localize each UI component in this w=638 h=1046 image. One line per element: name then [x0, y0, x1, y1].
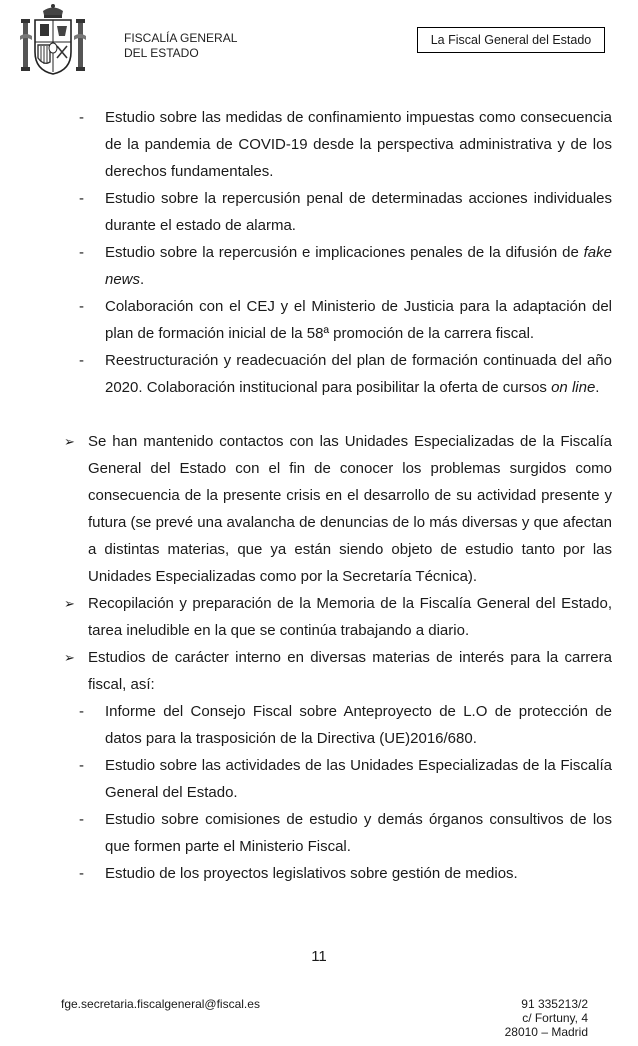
page-number: 11	[311, 948, 327, 965]
list-item: - Estudio sobre la repercusión e implicaciones penales de la difusión de fake news.	[105, 239, 612, 293]
list-item: - Colaboración con el CEJ y el Ministerio de Justicia para la adaptación del plan de formación inicial de la 58ª promoción de la carrera fiscal.	[105, 293, 612, 347]
dash-marker: -	[79, 190, 84, 207]
footer-street: c/ Fortuny, 4	[522, 1011, 588, 1025]
dash-marker: -	[79, 298, 84, 315]
organization-name	[124, 31, 237, 61]
arrow-bullet-icon: ➢	[64, 650, 75, 665]
dash-marker: -	[79, 109, 84, 126]
dash-marker: -	[79, 244, 84, 261]
document-title: La Fiscal General del Estado	[430, 33, 592, 47]
list-item: ➢ Estudios de carácter interno en diversas materias de interés para la carrera fiscal, así:	[88, 644, 612, 698]
document-title-box	[417, 27, 605, 53]
org-line-1: FISCALÍA GENERAL	[124, 31, 238, 45]
arrow-bullet-icon: ➢	[64, 596, 75, 611]
list-item: - Estudio sobre las actividades de las Unidades Especializadas de la Fiscalía General del Estado.	[105, 752, 612, 806]
org-line-2: DEL ESTADO	[124, 46, 199, 60]
footer-city: 28010 – Madrid	[504, 1025, 588, 1039]
dash-marker: -	[79, 703, 84, 720]
dash-marker: -	[79, 757, 84, 774]
list-item: - Reestructuración y readecuación del plan de formación continuada del año 2020. Colaboración institucional para posibilitar la oferta de cursos on line.	[105, 347, 612, 401]
footer-address	[505, 997, 588, 1039]
list-item: ➢ Recopilación y preparación de la Memoria de la Fiscalía General del Estado, tarea ineludible en la que se continúa trabajando a diario.	[88, 590, 612, 644]
list-item: - Informe del Consejo Fiscal sobre Anteproyecto de L.O de protección de datos para la trasposición de la Directiva (UE)2016/680.	[105, 698, 612, 752]
dash-marker: -	[79, 811, 84, 828]
coat-of-arms-icon	[18, 2, 88, 78]
list-item: ➢ Se han mantenido contactos con las Unidades Especializadas de la Fiscalía General del Estado con el fin de conocer los problemas surgidos como consecuencia de la presente crisis en el desarrollo de su actividad presente y futura (se prevé una avalancha de denuncias de lo más diversas y que afectan a distintas materias, que ya están siendo objeto de estudio tanto por las Unidades Especializadas como por la Secretaría Técnica).	[88, 428, 612, 590]
list-item: - Estudio sobre las medidas de confinamiento impuestas como consecuencia de la pandemia de COVID-19 desde la perspectiva administrativa y de los derechos fundamentales.	[105, 104, 612, 185]
list-item: - Estudio de los proyectos legislativos sobre gestión de medios.	[105, 860, 612, 887]
list-item: - Estudio sobre comisiones de estudio y demás órganos consultivos de los que formen parte el Ministerio Fiscal.	[105, 806, 612, 860]
dash-marker: -	[79, 865, 84, 882]
arrow-bullet-icon: ➢	[64, 434, 75, 449]
list-item: - Estudio sobre la repercusión penal de determinadas acciones individuales durante el estado de alarma.	[105, 185, 612, 239]
footer-phone: 91 335213/2	[521, 997, 588, 1011]
dash-marker: -	[79, 352, 84, 369]
footer-email: fge.secretaria.fiscalgeneral@fiscal.es	[61, 997, 260, 1011]
